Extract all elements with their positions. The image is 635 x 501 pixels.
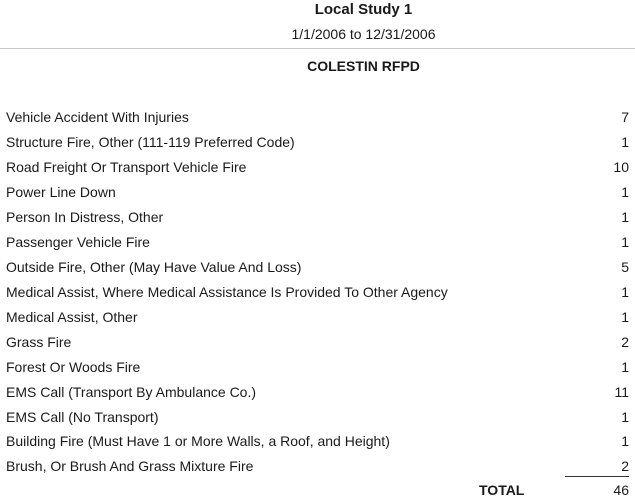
- incident-row: [6, 304, 629, 329]
- incident-type: Building Fire (Must Have 1 or More Walls, a Roof, and Height): [6, 433, 390, 450]
- incident-row: [6, 429, 629, 454]
- incident-row: [6, 155, 629, 180]
- incident-list: [6, 105, 629, 479]
- incident-type: Structure Fire, Other (111-119 Preferred Code): [6, 134, 295, 151]
- incident-type: EMS Call (No Transport): [6, 408, 159, 425]
- total-divider: [565, 476, 629, 477]
- incident-count: 2: [621, 333, 629, 350]
- incident-count: 2: [621, 458, 629, 475]
- agency-name: COLESTIN RFPD: [307, 58, 420, 74]
- incident-type: EMS Call (Transport By Ambulance Co.): [6, 383, 257, 400]
- incident-count: 1: [621, 408, 629, 425]
- incident-count: 1: [621, 358, 629, 375]
- incident-row: [6, 329, 629, 354]
- incident-count: 7: [621, 109, 629, 126]
- incident-type: Person In Distress, Other: [6, 209, 164, 226]
- incident-row: [6, 105, 629, 130]
- incident-row: [6, 404, 629, 429]
- incident-type: Road Freight Or Transport Vehicle Fire: [6, 159, 247, 176]
- incident-row: [6, 230, 629, 255]
- incident-type: Passenger Vehicle Fire: [6, 234, 150, 251]
- incident-type: Forest Or Woods Fire: [6, 358, 141, 375]
- total-label: TOTAL: [479, 482, 525, 498]
- incident-type: Outside Fire, Other (May Have Value And Loss): [6, 258, 302, 275]
- incident-count: 1: [621, 234, 629, 251]
- incident-type: Medical Assist, Other: [6, 308, 138, 325]
- incident-count: 1: [621, 134, 629, 151]
- incident-row: [6, 130, 629, 155]
- incident-count: 1: [621, 308, 629, 325]
- incident-row: [6, 454, 629, 479]
- incident-row: [6, 255, 629, 280]
- incident-count: 10: [613, 159, 629, 176]
- incident-row: [6, 180, 629, 205]
- incident-row: [6, 379, 629, 404]
- incident-count: 1: [621, 184, 629, 201]
- incident-row: [6, 354, 629, 379]
- header-divider: [0, 48, 635, 49]
- incident-count: 1: [621, 433, 629, 450]
- incident-type: Grass Fire: [6, 333, 72, 350]
- incident-type: Brush, Or Brush And Grass Mixture Fire: [6, 458, 254, 475]
- incident-row: [6, 205, 629, 230]
- report-title: Local Study 1: [314, 1, 413, 18]
- incident-count: 1: [621, 283, 629, 300]
- total-value: 46: [613, 482, 629, 498]
- incident-count: 11: [614, 383, 629, 400]
- incident-type: Power Line Down: [6, 184, 116, 201]
- incident-count: 1: [621, 209, 629, 226]
- incident-type: Medical Assist, Where Medical Assistance Is Provided To Other Agency: [6, 283, 448, 300]
- incident-type: Vehicle Accident With Injuries: [6, 109, 189, 126]
- report-date-range: 1/1/2006 to 12/31/2006: [291, 26, 436, 42]
- incident-row: [6, 279, 629, 304]
- incident-count: 5: [621, 258, 629, 275]
